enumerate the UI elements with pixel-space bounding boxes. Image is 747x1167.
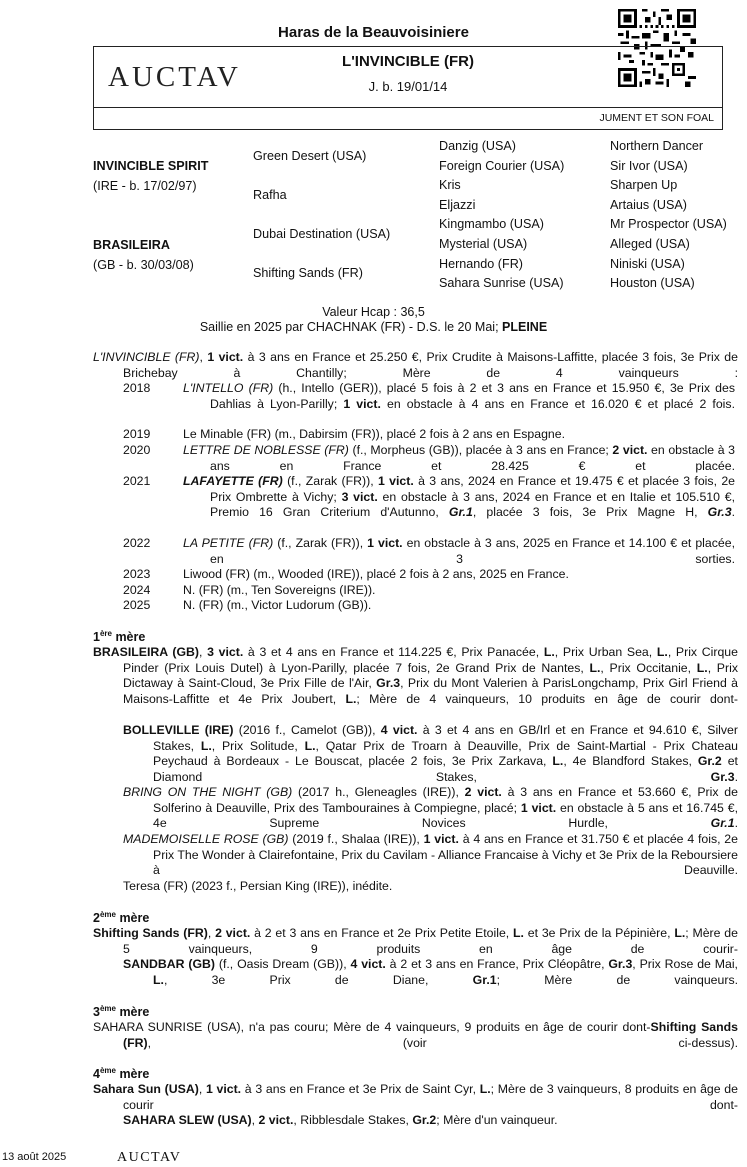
produce-entry: SAHARA SLEW (USA), 2 vict., Ribblesdale Stakes, Gr.2; Mère d'un vainqueur. <box>123 1113 558 1127</box>
horse-name: BRASILEIRA (GB) <box>93 645 200 659</box>
horse-name: LA PETITE (FR) <box>183 536 274 550</box>
pedigree-gen3: Mysterial (USA) <box>439 236 528 251</box>
produce-entry: MADEMOISELLE ROSE (GB) (2019 f., Shalaa (IRE)), 1 vict. à 4 ans en France et 31.750 € et placée 4 fois, 2e Prix The Wonder à Clairefontaine, Prix du Cavilam - Alliance Francaise à Vichy et 3e Prix de la Reboursiere à Deauville. <box>123 832 738 877</box>
pedigree-gen4-column <box>610 137 727 294</box>
horse-name: BOLLEVILLE (IRE) <box>123 723 234 737</box>
produce-year: 2020 <box>123 443 151 457</box>
pedigree-dam-info: (GB - b. 30/03/08) <box>93 257 194 272</box>
produce-year: 2024 <box>123 583 151 597</box>
victory-count: 1 vict. <box>377 474 414 488</box>
footer-date: 13 août 2025 <box>2 1151 67 1163</box>
pedigree-gen4: Northern Dancer <box>610 139 704 153</box>
dam-paragraph: Shifting Sands (FR), 2 vict. à 2 et 3 ans en France et 2e Prix Petite Etoile, L. et 3e Prix de la Pépinière, L.; Mère de 5 vainqueurs, 9 produits en âge de courir- <box>93 926 738 956</box>
horse-name: Shifting Sands (FR) <box>123 1020 738 1050</box>
pedigree-gen2: Dubai Destination (USA) <box>253 227 391 241</box>
produce-year: 2018 <box>123 381 151 395</box>
pedigree-gen3-column <box>439 137 564 294</box>
pedigree-gen3: Sahara Sunrise (USA) <box>439 276 564 291</box>
saillie-status: PLEINE <box>502 320 548 334</box>
produce-year: 2021 <box>123 474 151 488</box>
auctav-logo: AUCTAV <box>108 61 241 93</box>
horse-name: LETTRE DE NOBLESSE (FR) <box>183 443 349 457</box>
pedigree-gen2: Green Desert (USA) <box>253 149 367 163</box>
header-divider <box>94 107 722 108</box>
produce-year: 2025 <box>123 598 151 612</box>
lot-description: J. b. 19/01/14 <box>368 79 448 94</box>
produce-entry: BRING ON THE NIGHT (GB) (2017 h., Gleneagles (IRE)), 2 vict. à 3 ans en France et 53.660 €, Prix de Solferino à Deauville, Prix des Tambouraines à Compiegne, placé; 1 vict. en obstacle à 5 ans et 16.745 €, 4e Supreme Novices Hurdle, Gr.1. <box>123 785 738 830</box>
lot-name: L'INVINCIBLE (FR) <box>342 53 474 70</box>
horse-name: SANDBAR (GB) <box>123 957 215 971</box>
section-heading-4eme-mere: 4ème mère <box>93 1066 150 1082</box>
produce-entry: LAFAYETTE (FR) (f., Zarak (FR)), 1 vict. à 3 ans, 2024 en France et 19.475 € et placée 3 fois, 2e Prix Ombrette à Vichy; 3 vict. en obstacle à 3 ans, 2024 en France et en Italie et 105.510 €, Premio 16 Gran Criterium d'Autunno, Gr.1, placée 3 fois, 3e Prix Magne H, Gr.3. <box>183 474 736 519</box>
pedigree-sire-block <box>93 157 208 196</box>
produce-year: 2023 <box>123 567 151 581</box>
victory-count: 1 vict. <box>343 396 381 411</box>
lot-category: JUMENT ET SON FOAL <box>599 112 714 124</box>
pedigree-gen3: Hernando (FR) <box>439 256 523 271</box>
victory-count: 2 vict. <box>612 443 648 457</box>
pedigree-gen4: Houston (USA) <box>610 276 695 291</box>
group-label: Gr.3 <box>707 505 732 519</box>
produce-entry: BOLLEVILLE (IRE) (2016 f., Camelot (GB)), 4 vict. à 3 et 4 ans en GB/Irl et en France et 94.610 €, Silver Stakes, L., Prix Solitude, L., Qatar Prix de Troarn à Deauville, Prix de Saint-Martial - Prix Chateau Peychaud à Bordeaux - Le Bouscat, placée 2 fois, 3e Prix Zarkava, L., 4e Blandford Stakes, Gr.2 et Diamond Stakes, Gr.3. <box>123 723 738 784</box>
pedigree-gen3: Kris <box>439 178 461 193</box>
farm-name: Haras de la Beauvoisiniere <box>278 24 469 41</box>
produce-entry: SANDBAR (GB) (f., Oasis Dream (GB)), 4 vict. à 2 et 3 ans en France, Prix Cléopâtre, Gr.3, Prix Rose de Mai, L., 3e Prix de Diane, Gr.1; Mère de vainqueurs. <box>123 957 739 987</box>
lot-header-box <box>93 46 723 130</box>
dam-paragraph: Sahara Sun (USA), 1 vict. à 3 ans en France et 3e Prix de Saint Cyr, L.; Mère de 3 vainqueurs, 8 produits en âge de courir dont- <box>93 1082 738 1112</box>
victory-count: 1 vict. <box>367 536 403 550</box>
pedigree-sire-info: (IRE - b. 17/02/97) <box>93 178 197 193</box>
saillie-line <box>0 320 747 334</box>
produce-intro: L'INVINCIBLE (FR), 1 vict. à 3 ans en France et 25.250 €, Prix Crudite à Maisons-Laffitte, placée 3 fois, 3e Prix de Brichebay à Chantilly; Mère de 4 vainqueurs : <box>93 350 738 380</box>
pedigree-gen4: Sir Ivor (USA) <box>610 158 688 173</box>
produce-entry: LETTRE DE NOBLESSE (FR) (f., Morpheus (GB)), placée à 3 ans en France; 2 vict. en obstacle à 3 ans en France et 28.425 € et placée. <box>183 443 735 473</box>
dam-paragraph: BRASILEIRA (GB), 3 vict. à 3 et 4 ans en France et 114.225 €, Prix Panacée, L., Prix Urban Sea, L., Prix Cirque Pinder (Prix Louis Dutel) à Lyon-Parilly, placée 7 fois, 2e Grand Prix de Nantes, L., Prix Occitanie, L., Prix Dictaway à Saint-Cloud, 3e Prix Fille de l'Air, Gr.3, Prix du Mont Valerien à ParisLongchamp, Prix Girl Friend à Maisons-Laffitte et 4e Prix Joubert, L.; Mère de 4 vainqueurs, 10 produits en âge de courir dont- <box>93 645 739 706</box>
pedigree-gen3: Eljazzi <box>439 197 476 212</box>
pedigree-gen4: Artaius (USA) <box>610 197 687 212</box>
produce-entry: L'INTELLO (FR) (h., Intello (GER)), placé 5 fois à 2 et 3 ans en France et 15.950 €, 3e Prix des Dahlias à Lyon-Parilly; 1 vict. en obstacle à 4 ans en France et 16.020 € et placé 2 fois. <box>183 381 735 411</box>
saillie-text: Saillie en 2025 par CHACHNAK (FR) - D.S. le 20 Mai; <box>199 320 503 334</box>
group-label: Gr.1 <box>448 505 473 519</box>
section-heading-2eme-mere: 2ème mère <box>93 910 150 926</box>
pedigree-gen4: Alleged (USA) <box>610 236 690 251</box>
pedigree-gen2: Rafha <box>253 188 287 202</box>
pedigree-gen2: Shifting Sands (FR) <box>253 266 363 280</box>
horse-name: LAFAYETTE (FR) <box>183 474 283 488</box>
horse-name: BRING ON THE NIGHT (GB) <box>123 785 293 799</box>
pedigree-dam: BRASILEIRA <box>93 238 170 252</box>
horse-name: SAHARA SLEW (USA) <box>123 1113 252 1127</box>
section-heading-1ere-mere: 1ère mère <box>93 629 146 645</box>
produce-entry: Le Minable (FR) (m., Dabirsim (FR)), placé 2 fois à 2 ans en Espagne. <box>183 427 566 441</box>
section-heading-3eme-mere: 3ème mère <box>93 1004 150 1020</box>
produce-entry: N. (FR) (m., Victor Ludorum (GB)). <box>183 598 372 612</box>
produce-entry: Teresa (FR) (2023 f., Persian King (IRE)), inédite. <box>123 879 393 893</box>
pedigree-dam-block <box>93 236 194 275</box>
produce-year: 2019 <box>123 427 151 441</box>
pedigree-gen3: Kingmambo (USA) <box>439 217 544 232</box>
dam-paragraph: SAHARA SUNRISE (USA), n'a pas couru; Mère de 4 vainqueurs, 9 produits en âge de courir dont-Shifting Sands (FR), (voir ci-dessus). <box>93 1020 738 1050</box>
horse-name: Shifting Sands (FR) <box>93 926 208 940</box>
pedigree-gen4: Niniski (USA) <box>610 256 685 271</box>
footer-logo: AUCTAV <box>117 1150 182 1165</box>
pedigree-gen3: Foreign Courier (USA) <box>439 158 565 173</box>
horse-name: L'INTELLO (FR) <box>183 381 274 395</box>
victory-count: 1 vict. <box>207 350 244 364</box>
produce-entry: N. (FR) (m., Ten Sovereigns (IRE)). <box>183 583 376 597</box>
produce-entry: Liwood (FR) (m., Wooded (IRE)), placé 2 fois à 2 ans, 2025 en France. <box>183 567 569 581</box>
victory-count: 3 vict. <box>341 489 378 504</box>
horse-name: MADEMOISELLE ROSE (GB) <box>123 832 289 846</box>
produce-entry: LA PETITE (FR) (f., Zarak (FR)), 1 vict. en obstacle à 3 ans, 2025 en France et 14.100 € et placée, en 3 sorties. <box>183 536 735 566</box>
pedigree-gen4: Sharpen Up <box>610 178 678 193</box>
pedigree-gen3: Danzig (USA) <box>439 139 516 153</box>
pedigree-gen4: Mr Prospector (USA) <box>610 217 727 232</box>
horse-name: L'INVINCIBLE (FR) <box>93 350 200 364</box>
horse-name: Sahara Sun (USA) <box>93 1082 199 1096</box>
pedigree-sire: INVINCIBLE SPIRIT <box>93 159 209 173</box>
produce-year: 2022 <box>123 536 151 550</box>
hcap-value: Valeur Hcap : 36,5 <box>322 305 425 319</box>
